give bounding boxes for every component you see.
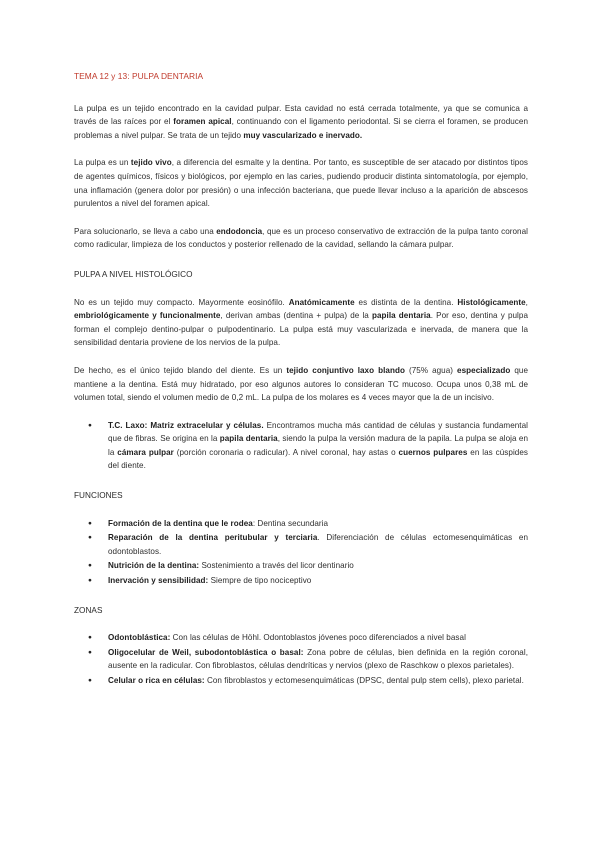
- histo-paragraph-2: [74, 364, 528, 405]
- text-run: , a diferencia del esmalte y la dentina. Por tanto, es susceptible de ser atacado por distintos tipos de agentes químicos, físicos y biológicos, por ejemplo en las caries, pudiendo producir distinta sintomatología, por ejemplo, una inflamación (genera dolor por presión) o una infección bacteriana, que puede llevar incluso a la aparición de abscesos purulentos a nivel del foramen apical.: [74, 158, 528, 209]
- text-run: que mantiene a la dentina. Está muy hidratado, por eso algunos autores lo consideran TC mucoso. Ocupa unos 0,38 mL de volumen total, siendo el volumen medio de 0,2 mL. La pulpa de los molares es 4 veces mayor que la de un incisivo.: [74, 365, 529, 403]
- histo-paragraph-1: [74, 296, 528, 350]
- text-run: Zona pobre de células, bien definida en la región coronal, ausente en la radicular. Con fibroblastos, células dendríticas y nervios (plexo de Raschkow o plexos parietales).: [108, 647, 528, 671]
- bold-term: muy vascularizado e inervado.: [243, 130, 363, 140]
- list-item: [108, 531, 528, 558]
- text-run: es distinta de la dentina.: [354, 297, 458, 307]
- bold-term: especializado: [457, 365, 511, 375]
- intro-paragraph-2: [74, 156, 528, 210]
- bold-term: Reparación de la dentina peritubular y terciaria: [108, 533, 318, 543]
- text-run: , continuando con el ligamento periodontal. Si se cierra el foramen, se producen problemas a nivel pulpar. Se trata de un tejido: [74, 117, 528, 140]
- bold-term: Inervación y sensibilidad:: [108, 576, 209, 586]
- list-item: [108, 559, 528, 573]
- histo-bullet-list: [74, 419, 528, 473]
- list-item: [108, 574, 528, 588]
- text-run: La pulpa es un: [74, 158, 131, 168]
- text-run: La pulpa es un tejido encontrado en la cavidad pulpar. Esta cavidad no está cerrada totalmente, ya que se comunica a través de las raíces por el: [74, 103, 528, 127]
- text-run: . Diferenciación de células ectomesenquimáticas en odontoblastos.: [108, 533, 529, 556]
- text-run: (porción coronaria o radicular). A nivel coronal, hay astas o: [173, 447, 399, 457]
- bold-term: cámara pulpar: [117, 447, 174, 457]
- funciones-list: [74, 517, 528, 588]
- section-heading-funciones: FUNCIONES: [74, 491, 123, 501]
- bold-term: endodoncia: [216, 226, 263, 236]
- intro-paragraph-1: [74, 102, 528, 143]
- text-run: , derivan ambas (dentina + pulpa) de la: [220, 311, 372, 321]
- bold-term: Odontoblástica:: [108, 633, 171, 643]
- bold-term: Oligocelular de Weil, subodontoblástica o basal:: [108, 647, 304, 657]
- text-run: Encontramos mucha más cantidad de células y sustancia fundamental que de fibras. Se origina en la: [108, 420, 529, 444]
- bold-term: embriológicamente y funcionalmente: [74, 311, 221, 321]
- bold-term: cuernos pulpares: [398, 447, 468, 457]
- text-run: . Por eso, dentina y pulpa forman el complejo dentino-pulpar o pulpodentinario. La pulpa está muy vascularizada e inervada, de manera que la sensibilidad dentaria proviene de los nervios de la pulpa.: [74, 311, 528, 348]
- text-run: Sostenimiento a través del licor dentinario: [199, 561, 354, 571]
- list-item: [108, 517, 528, 531]
- text-run: en las cúspides del diente.: [108, 447, 528, 471]
- text-run: De hecho, es el único tejido blando del diente. Es un: [74, 365, 287, 375]
- text-run: Con fibroblastos y ectomesenquimáticas (DPSC, dental pulp stem cells), plexo parietal.: [204, 676, 524, 685]
- bold-term: Anatómicamente: [288, 297, 355, 307]
- section-heading-histologico: PULPA A NIVEL HISTOLÓGICO: [74, 269, 193, 279]
- bold-term: foramen apical: [173, 117, 232, 127]
- text-run: Siempre de tipo nociceptivo: [208, 576, 312, 586]
- bold-term: Celular o rica en células:: [108, 676, 205, 685]
- text-run: No es un tejido muy compacto. Mayormente eosinófilo.: [74, 297, 289, 307]
- bold-term: tejido vivo: [130, 158, 172, 168]
- bold-term: Nutrición de la dentina:: [108, 561, 200, 571]
- text-run: : Dentina secundaria: [252, 518, 329, 528]
- bold-term: Formación de la dentina que le rodea: [108, 518, 253, 528]
- section-heading-zonas: ZONAS: [74, 605, 103, 615]
- text-run: Con las células de Höhl. Odontoblastos jóvenes poco diferenciados a nivel basal: [170, 633, 466, 643]
- document-content: [74, 70, 528, 702]
- bold-term: T.C. Laxo: Matriz extracelular y células.: [108, 420, 264, 430]
- text-run: , que es un proceso conservativo de extracción de la pulpa tanto coronal como radicular, limpieza de los conductos y posterior rellenado de la cavidad, sellando la cámara pulpar.: [74, 226, 528, 250]
- text-run: Para solucionarlo, se lleva a cabo una: [74, 226, 217, 236]
- text-run: ,: [525, 297, 528, 307]
- text-run: , siendo la pulpa la versión madura de la papila. La pulpa se aloja en la: [108, 434, 529, 457]
- bold-term: papila dentaria: [371, 311, 431, 321]
- zonas-list: [74, 631, 528, 687]
- bold-term: papila dentaria: [219, 434, 278, 444]
- page-title: TEMA 12 y 13: PULPA DENTARIA: [74, 71, 204, 81]
- intro-paragraph-3: [74, 225, 528, 252]
- list-item: [108, 631, 528, 645]
- list-item: [108, 646, 528, 673]
- text-run: (75% agua): [404, 365, 458, 375]
- bold-term: Histológicamente: [457, 297, 526, 307]
- list-item: [108, 674, 528, 688]
- bold-term: tejido conjuntivo laxo blando: [286, 365, 405, 375]
- list-item: [108, 419, 528, 473]
